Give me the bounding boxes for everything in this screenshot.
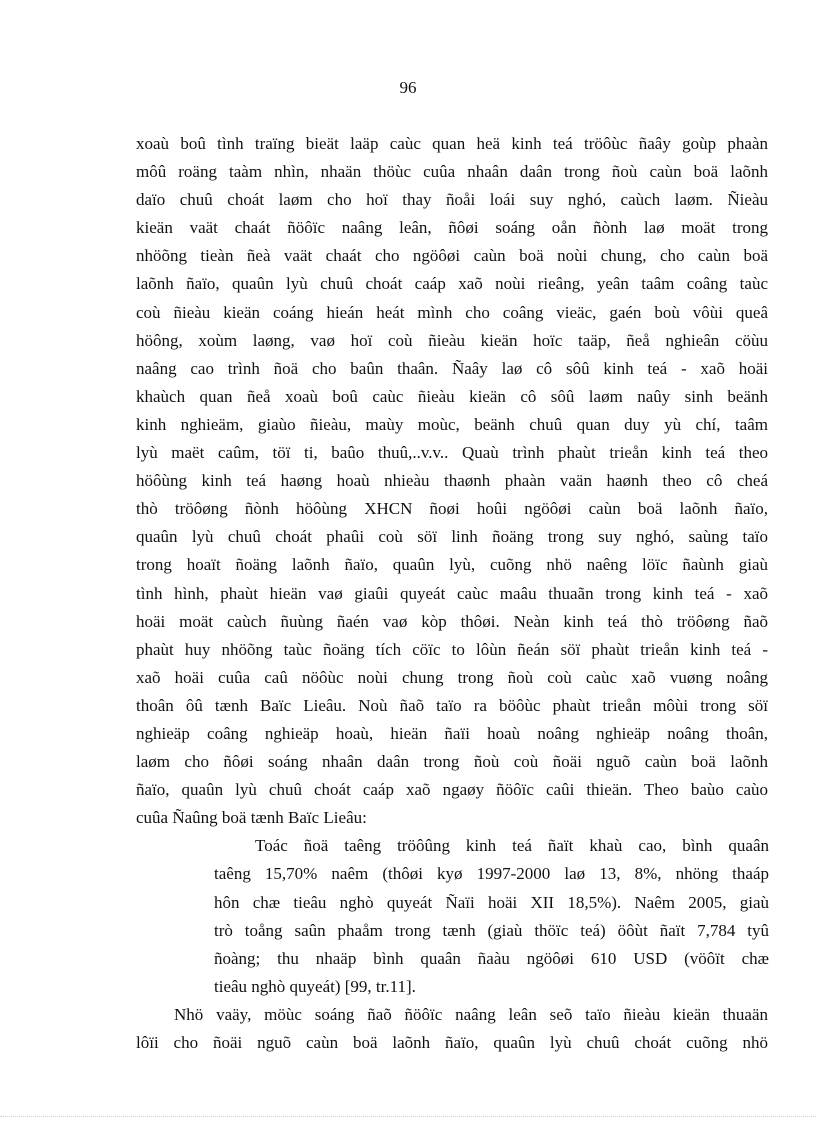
page-number: 96 [399,78,417,97]
text-line: trong hoaït ñoäng laõnh ñaïo, quaûn lyù, cuõng nhö naêng löïc ñaùnh giaù [136,555,768,575]
text-line: phaùt huy nhöõng taùc ñoäng tích cöïc to lôùn ñeán söï phaùt trieån kinh teá - [136,639,768,659]
quote-line: taêng 15,70% naêm (thôøi kyø 1997-2000 laø 13, 8%, nhöng thaáp [214,864,769,884]
text-line: khaùch quan ñeå xoaù boû caùc ñieàu kieän cô sôû laøm naûy sinh beänh [136,386,768,406]
quote-line: Toác ñoä taêng tröôûng kinh teá ñaït khaù cao, bình quaân [255,836,769,856]
paragraph-2 [136,1001,768,1057]
text-line: Nhö vaäy, möùc soáng ñaõ ñöôïc naâng leân seõ taïo ñieàu kieän thuaän [174,1004,768,1024]
text-line: xaõ hoäi cuûa caû nöôùc noùi chung trong ñoù coù caùc xaõ vuøng noâng [136,667,768,687]
text-line: quaûn lyù chuû choát phaûi coù söï linh ñoäng trong suy nghó, saùng taïo [136,527,768,547]
text-line: xoaù boû tình traïng bieät laäp caùc quan heä kinh teá tröôùc ñaây goùp phaàn [136,134,768,153]
text-line: thoân ôû tænh Baïc Lieâu. Noù ñaõ taïo ra böôùc phaùt trieån môùi trong söï [136,695,768,715]
quote-line: hôn chæ tieâu nghò quyeát Ñaïi hoäi XII 18,5%). Naêm 2005, giaù [214,892,769,912]
text-line: cuûa Ñaûng boä tænh Baïc Lieâu: [136,808,367,828]
text-line: kieän vaät chaát ñöôïc naâng leân, ñôøi soáng oån ñònh laø moät trong [136,218,768,238]
page-bottom-divider [0,1116,816,1117]
text-line: môû roäng taàm nhìn, nhaän thöùc cuûa nhaân daân trong ñoù caùn boä laõnh [136,162,768,182]
text-line: hoäi moät caùch ñuùng ñaén vaø kòp thôøi. Neàn kinh teá thò tröôøng ñaõ [136,611,768,631]
quote-line: ñoàng; thu nhaäp bình quaân ñaàu ngöôøi 610 USD (vöôït chæ [214,948,769,968]
text-line: thò tröôøng ñònh höôùng XHCN ñoøi hoûi ngöôøi caùn boä laõnh ñaïo, [136,499,768,519]
text-line: kinh nghieäm, giaùo ñieàu, maùy moùc, beänh chuû quan duy yù chí, taâm [136,414,768,434]
quote-line: tieâu nghò quyeát) [99, tr.11]. [214,976,416,996]
text-line: höôùng kinh teá haøng hoaù nhieàu thaønh phaàn vaän haønh theo cô cheá [136,471,768,491]
text-line: nghieäp coâng nghieäp hoaù, hieän ñaïi hoaù noâng nghieäp noâng thoân, [136,723,768,743]
paragraph-1 [136,130,768,832]
text-line: lôïi cho ñoäi nguõ caùn boä laõnh ñaïo, quaûn lyù chuû choát cuõng nhö [136,1033,768,1052]
text-line: naâng cao trình ñoä cho baûn thaân. Ñaây laø cô sôû kinh teá - xaõ hoäi [136,358,768,378]
body-text [136,130,768,1057]
text-line: laõnh ñaïo, quaûn lyù chuû choát caáp xaõ noùi rieâng, yeân taâm coâng taùc [136,274,768,294]
quote-line: trò toång saûn phaåm trong tænh (giaù thöïc teá) öôùt ñaït 7,784 tyû [214,920,769,940]
text-line: laøm cho ñôøi soáng nhaân daân trong ñoù coù ñoäi nguõ caùn boä laõnh [136,752,768,772]
text-line: ñaïo, quaûn lyù chuû choát caáp xaõ ngaøy ñöôïc caûi thieän. Theo baùo caùo [136,780,768,800]
block-quote [214,832,768,1001]
text-line: daïo chuû choát laøm cho hoï thay ñoåi loái suy nghó, caùch laøm. Ñieàu [136,190,768,210]
text-line: nhöõng tieàn ñeà vaät chaát cho ngöôøi caùn boä noùi chung, cho caùn boä [136,246,768,266]
text-line: tình hình, phaùt hieän vaø giaûi quyeát caùc maâu thuaãn trong kinh teá - xaõ [136,583,768,603]
text-line: höông, xoùm laøng, vaø hoï coù ñieàu kieän hoïc taäp, ñeå nghieân cöùu [136,330,768,350]
text-line: lyù maët caûm, töï ti, baûo thuû,..v.v.. Quaù trình phaùt trieån kinh teá theo [136,443,768,463]
text-line: coù ñieàu kieän coáng hieán heát mình cho coâng vieäc, gaén boù vôùi queâ [136,302,768,322]
